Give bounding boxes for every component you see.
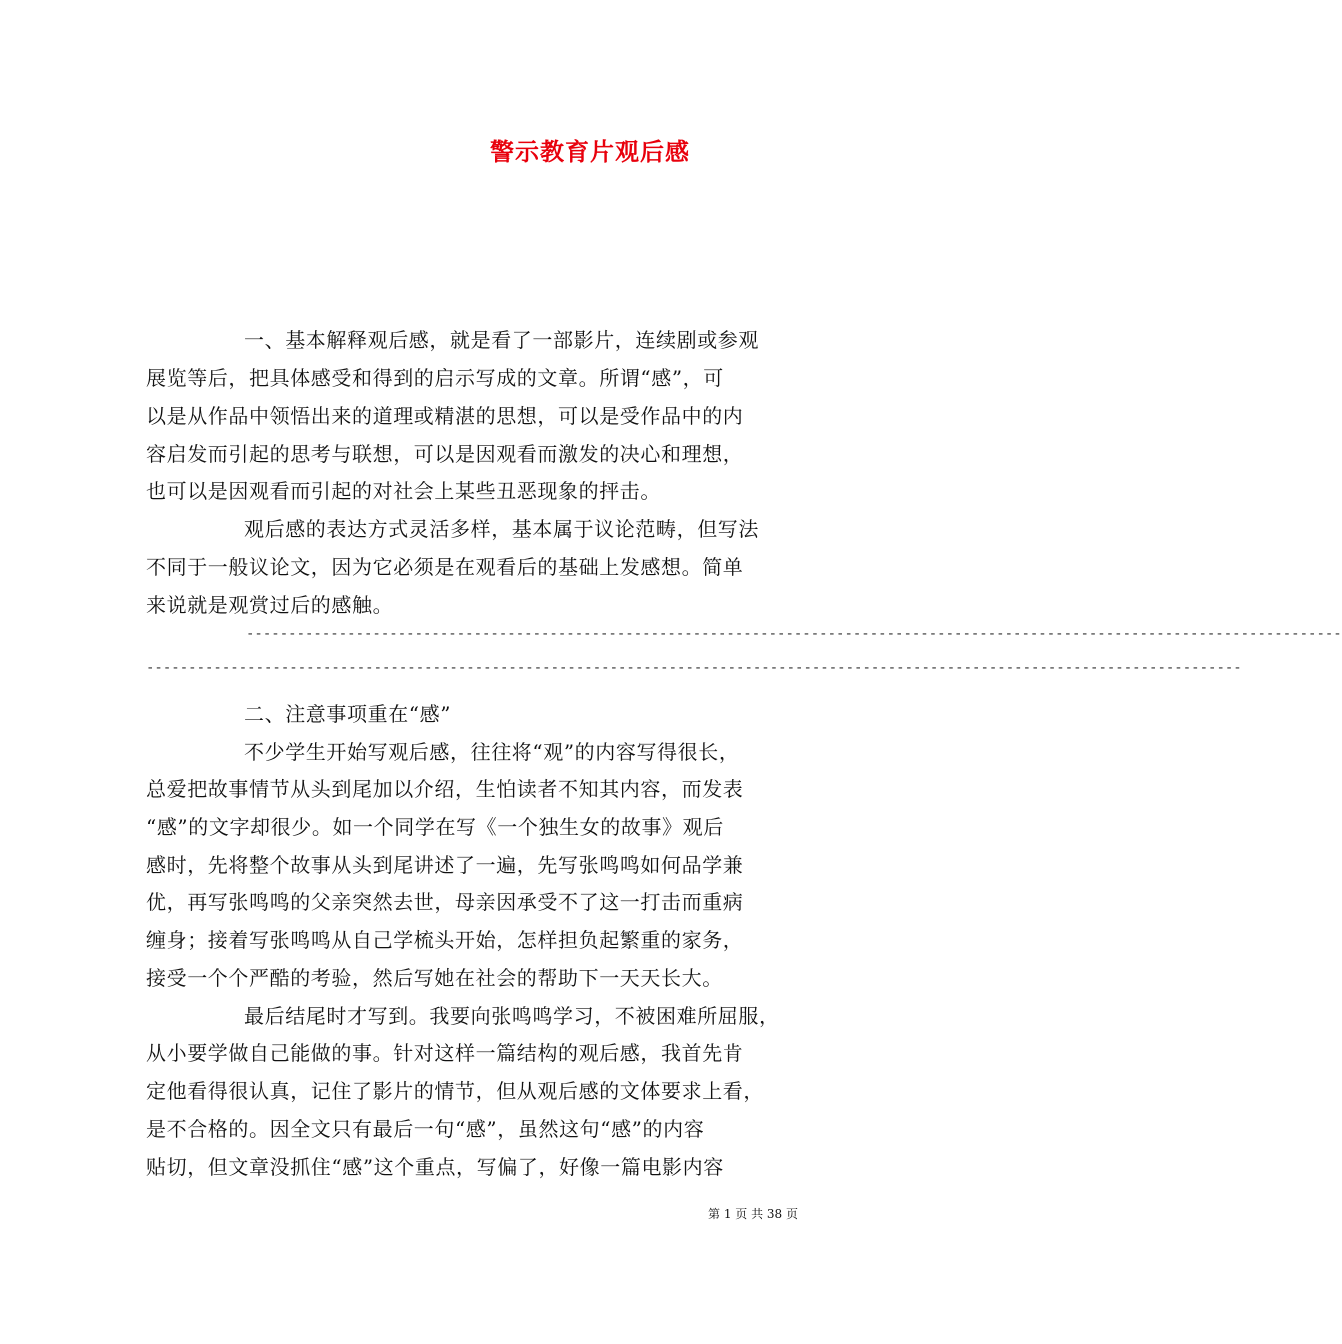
body-line: 接受一个个严酷的考验，然后写她在社会的帮助下一天天长大。 [146,966,723,990]
body-line: 不少学生开始写观后感，往往将“观”的内容写得很长， [244,740,740,764]
body-line: 总爱把故事情节从头到尾加以介绍，生怕读者不知其内容，而发表 [146,777,744,801]
body-line: 优，再写张鸣鸣的父亲突然去世，母亲因承受不了这一打击而重病 [146,890,744,914]
body-line: 是不合格的。因全文只有最后一句“感”，虽然这句“感”的内容 [146,1117,705,1141]
body-line: 观后感的表达方式灵活多样，基本属于议论范畴，但写法 [244,517,759,541]
separator-dashes: ---------------------------------------------------------------------------------------------------------------------------------- [246,626,1342,642]
document-title: 警示教育片观后感 [490,137,690,166]
body-line: 一、基本解释观后感，就是看了一部影片，连续剧或参观 [244,328,759,352]
section-heading: 二、注意事项重在“感” [244,702,452,726]
body-line: 贴切，但文章没抓住“感”这个重点，写偏了，好像一篇电影内容 [146,1155,724,1179]
body-line: 定他看得很认真，记住了影片的情节，但从观后感的文体要求上看， [146,1079,764,1103]
body-line: 容启发而引起的思考与联想，可以是因观看而激发的决心和理想， [146,442,744,466]
separator-dashes: ---------------------------------------------------------------------------------------------------------------------------------- [146,660,1242,676]
page-number: 第 1 页 共 38 页 [708,1207,798,1221]
body-line: 以是从作品中领悟出来的道理或精湛的思想，可以是受作品中的内 [146,404,744,428]
body-line: 展览等后，把具体感受和得到的启示写成的文章。所谓“感”，可 [146,366,724,390]
body-line: 不同于一般议论文，因为它必须是在观看后的基础上发感想。简单 [146,555,744,579]
body-line: 来说就是观赏过后的感触。 [146,593,394,617]
body-line: 缠身；接着写张鸣鸣从自己学梳头开始，怎样担负起繁重的家务， [146,928,744,952]
body-line: 感时，先将整个故事从头到尾讲述了一遍，先写张鸣鸣如何品学兼 [146,853,744,877]
body-line: 从小要学做自己能做的事。针对这样一篇结构的观后感，我首先肯 [146,1041,744,1065]
body-line: 最后结尾时才写到。我要向张鸣鸣学习，不被困难所屈服， [244,1004,780,1028]
body-line: 也可以是因观看而引起的对社会上某些丑恶现象的抨击。 [146,479,661,503]
body-line: “感”的文字却很少。如一个同学在写《一个独生女的故事》观后 [146,815,724,839]
